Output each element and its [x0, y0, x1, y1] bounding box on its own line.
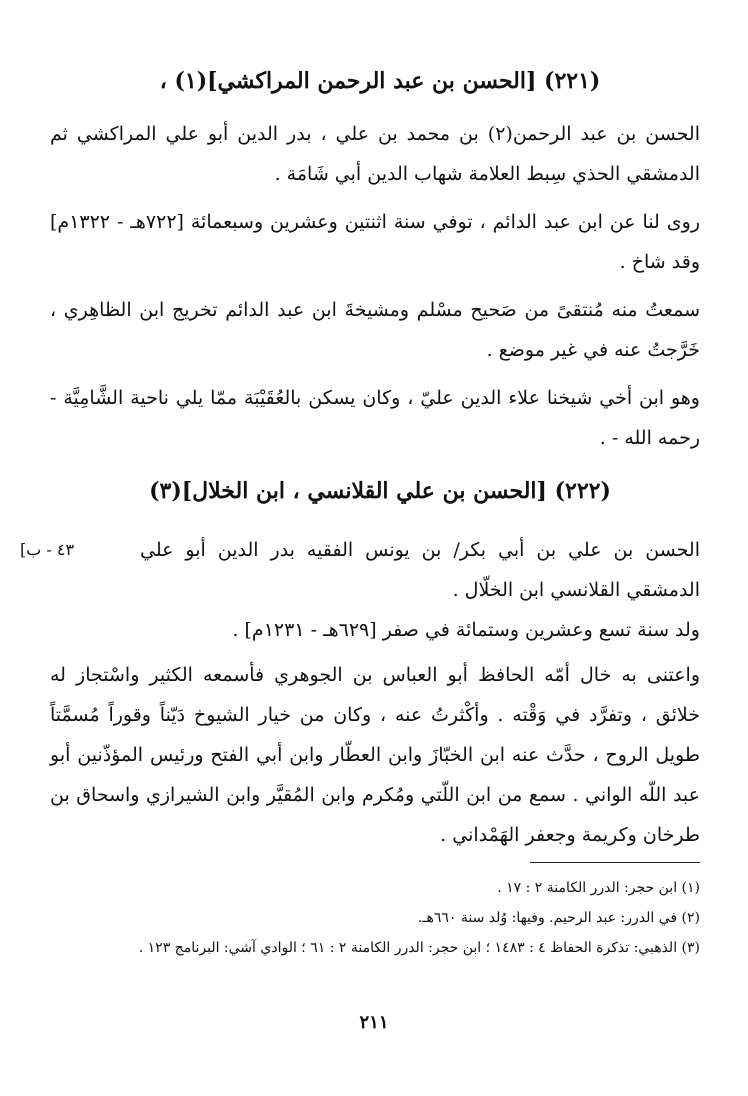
entry-222-paragraph-1: الحسن بن علي بن أبي بكر/ بن يونس الفقيه بدر الدين أبو علي الدمشقي القلانسي ابن الخلّال .	[140, 539, 700, 601]
entry-222-paragraph-3: واعتنى به خال أمّه الحافظ أبو العباس بن الجوهري فأسمعه الكثير واسْتجاز له خلائق ، وتفرَّد في وَقْته . وأكْثرتُ عنه ، وكان من خيار الشيوخ دَيّناً وقوراً مُسمَّتاً طويل الروح ، حدَّث عنه ابن الخبّازَ وابن العطّار وابن أبي الفتح ورئيس المؤذّنين أبو عبد اللّه الواني . سمع من ابن اللّتي ومُكرم وابن المُقيَّر وابن الشيرازي واسحاق بن طرخان وكريمة وجعفر الهَمْداني .	[50, 664, 700, 846]
entry-title-222: (٢٢٢) [الحسن بن علي القلانسي ، ابن الخلال](٣)	[149, 478, 611, 504]
footnote-3: (٣) الذهبي: تذكرة الحفاظ ٤ : ١٤٨٣ ؛ ابن حجر: الدرر الكامنة ٢ : ٦١ ؛ الوادي آشي: البرنامج ١٢٣ .	[138, 940, 700, 956]
page-number: ٢١١	[359, 1012, 389, 1033]
entry-222-paragraph-2: ولد سنة تسع وعشرين وستمائة في صفر [٦٢٩هـ - ١٢٣١م] .	[232, 619, 700, 641]
entry-221-paragraph-4: وهو ابن أخي شيخنا علاء الدين عليّ ، وكان يسكن بالعُقَيْبَة ممّا يلي ناحية الشَّامِيَّة - رحمه الله - .	[50, 387, 700, 449]
entry-221-paragraph-1: الحسن بن عبد الرحمن(٢) بن محمد بن علي ، بدر الدين أبو علي المراكشي ثم الدمشقي الحذي سِبط العلامة شهاب الدين أبي شَامَة .	[50, 123, 700, 185]
entry-221-paragraph-3: سمعتُ منه مُنتقىً من صَحيح مسْلم ومشيخةَ ابن عبد الدائم تخريج ابن الظاهِري ، خَرَّجتُ عنه في غير موضع .	[50, 299, 700, 361]
entry-221-paragraph-2: روى لنا عن ابن عبد الدائم ، توفي سنة اثنتين وعشرين وسبعمائة [٧٢٢هـ - ١٣٢٢م] وقد شاخ .	[50, 211, 700, 273]
margin-folio-note: [٤٣ - ب	[20, 540, 75, 559]
footnote-2: (٢) في الدرر: عبد الرحيم. وفيها: وُلد سنة ٦٦٠هـ.	[417, 910, 700, 926]
footnote-1: (١) ابن حجر: الدرر الكامنة ٢ : ١٧ .	[497, 880, 700, 896]
entry-title-221: (٢٢١) [الحسن بن عبد الرحمن المراكشي](١) ،	[159, 68, 601, 94]
footnote-separator	[530, 862, 700, 863]
